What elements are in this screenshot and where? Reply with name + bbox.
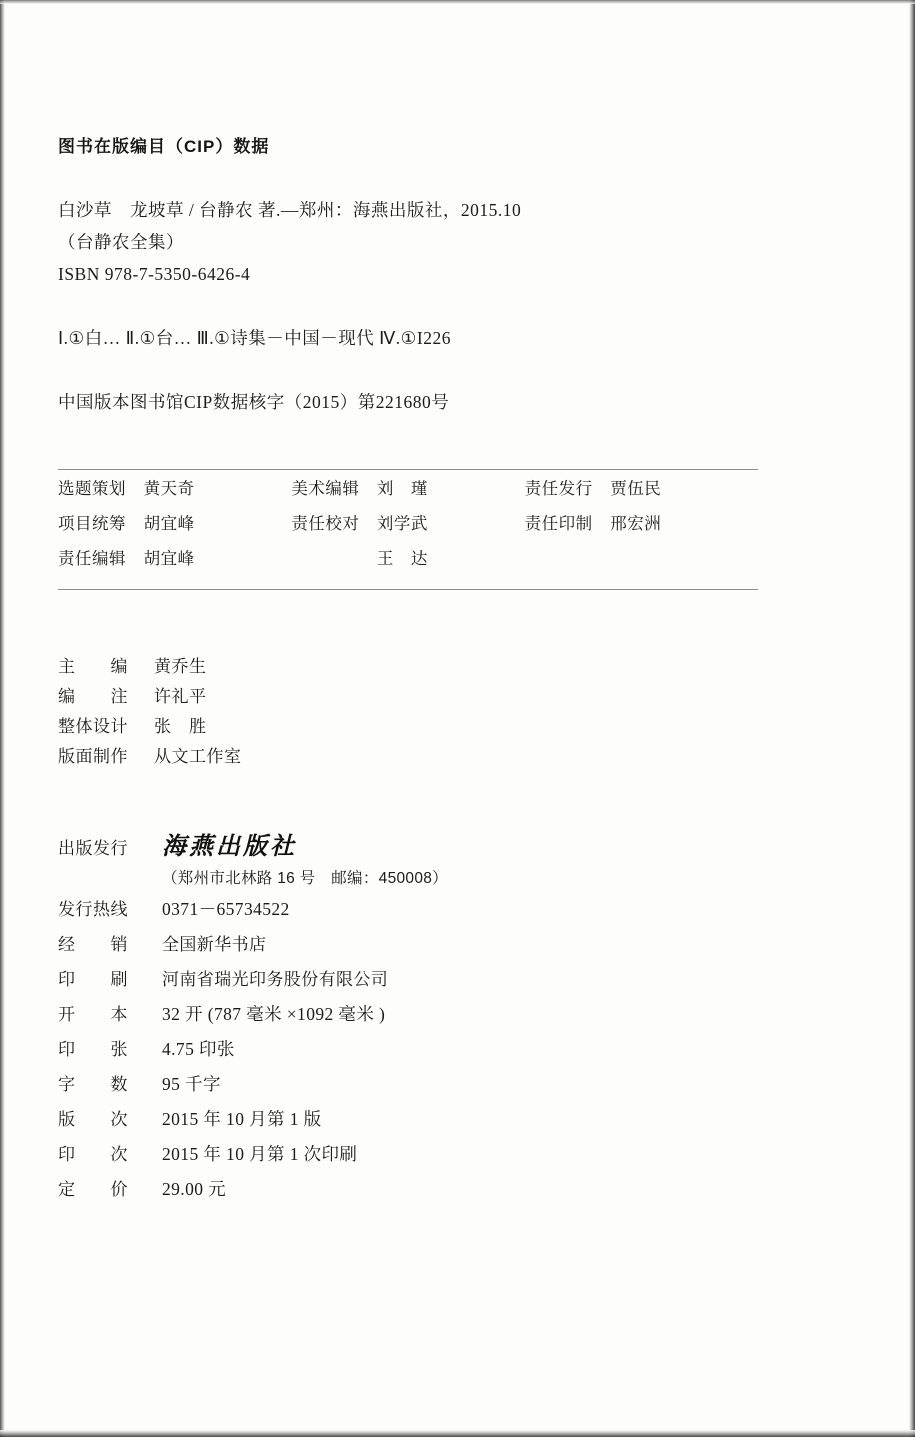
list-item — [58, 997, 758, 1032]
editor-value: 从文工作室 — [154, 747, 242, 766]
staff-label — [291, 540, 377, 575]
imprint-label: 印 张 — [58, 1040, 128, 1059]
staff-value: 胡宜峰 — [143, 550, 195, 568]
page-edge-right — [909, 0, 915, 1437]
staff-label — [525, 540, 611, 575]
editor-value: 张 胜 — [154, 717, 207, 736]
staff-value: 刘学武 — [376, 515, 428, 533]
editor-value: 许礼平 — [154, 687, 207, 706]
imprint-value: 全国新华书店 — [162, 935, 267, 954]
imprint-value: 2015 年 10 月第 1 次印刷 — [162, 1144, 358, 1164]
staff-label: 项目统筹 — [58, 515, 126, 533]
cip-series-line: （台静农全集） — [58, 232, 184, 252]
list-item — [58, 652, 758, 682]
publisher-label: 出版发行 — [58, 839, 128, 858]
editor-value: 黄乔生 — [154, 657, 207, 676]
imprint-label: 定 价 — [58, 1180, 128, 1199]
imprint-value: 2015 年 10 月第 1 版 — [162, 1109, 322, 1129]
publisher-name: 海燕出版社 — [162, 834, 297, 860]
cip-block — [58, 195, 758, 417]
imprint-value: 河南省瑞光印务股份有限公司 — [162, 970, 389, 989]
page-content — [58, 132, 758, 1207]
imprint-value: 29.00 元 — [162, 1179, 227, 1199]
staff-value: 邢宏洲 — [610, 515, 662, 533]
imprint-label: 发行热线 — [58, 900, 128, 919]
list-item — [58, 962, 758, 997]
staff-value: 刘 瑾 — [376, 480, 428, 498]
cip-title-line: 白沙草 龙坡草 / 台静农 著.—郑州：海燕出版社，2015.10 — [58, 200, 522, 220]
list-item — [58, 1102, 758, 1137]
list-item — [58, 742, 758, 772]
staff-label: 责任发行 — [524, 480, 593, 498]
list-item — [58, 1137, 758, 1172]
divider-bottom — [58, 589, 758, 590]
cip-heading: 图书在版编目（CIP）数据 — [58, 137, 270, 156]
staff-label: 责任校对 — [291, 515, 360, 533]
imprint-label: 经 销 — [58, 935, 128, 954]
list-item — [58, 1067, 758, 1102]
imprint-block — [58, 830, 758, 1207]
staff-value: 黄天奇 — [143, 480, 195, 498]
imprint-label: 版 次 — [58, 1110, 128, 1129]
editor-label: 主 编 — [58, 657, 128, 676]
staff-value — [610, 540, 758, 575]
publisher-address: （郑州市北林路 16 号 邮编：450008） — [162, 870, 448, 887]
list-item — [58, 1032, 758, 1067]
staff-value: 王 达 — [376, 550, 428, 568]
staff-value: 胡宜峰 — [143, 515, 195, 533]
staff-label: 责任印制 — [524, 515, 593, 533]
page-edge-left — [0, 0, 5, 1437]
imprint-value: 32 开 (787 毫米 ×1092 毫米 ) — [162, 1004, 386, 1024]
cip-isbn: ISBN 978-7-5350-6426-4 — [58, 264, 251, 284]
page-edge-bottom — [0, 1430, 915, 1437]
imprint-label: 开 本 — [58, 1005, 128, 1024]
list-item — [58, 682, 758, 712]
page-edge-top — [0, 0, 915, 4]
imprint-label: 字 数 — [58, 1075, 128, 1094]
editor-label: 整体设计 — [58, 717, 128, 736]
editor-label: 编 注 — [58, 687, 128, 706]
staff-label: 责任编辑 — [58, 550, 126, 568]
staff-label: 美术编辑 — [291, 480, 360, 498]
imprint-label: 印 次 — [58, 1145, 128, 1164]
staff-label: 选题策划 — [58, 480, 126, 498]
table-row — [58, 505, 758, 540]
cip-classification: Ⅰ.①白… Ⅱ.①台… Ⅲ.①诗集－中国－现代 Ⅳ.①I226 — [58, 328, 451, 348]
list-item — [58, 712, 758, 742]
publisher-row — [58, 830, 758, 866]
list-item — [58, 892, 758, 927]
imprint-value: 0371－65734522 — [162, 899, 290, 919]
list-item — [58, 927, 758, 962]
imprint-value: 4.75 印张 — [162, 1039, 235, 1059]
table-row — [58, 470, 758, 505]
staff-credits-table — [58, 470, 758, 575]
editor-label: 版面制作 — [58, 747, 128, 766]
imprint-label: 印 刷 — [58, 970, 128, 989]
imprint-value: 95 千字 — [162, 1074, 221, 1094]
table-row — [58, 540, 758, 575]
list-item — [58, 1172, 758, 1207]
editorial-credits — [58, 652, 758, 772]
cip-archive-number: 中国版本图书馆CIP数据核字（2015）第221680号 — [58, 392, 450, 412]
staff-value: 贾伍民 — [610, 480, 662, 498]
